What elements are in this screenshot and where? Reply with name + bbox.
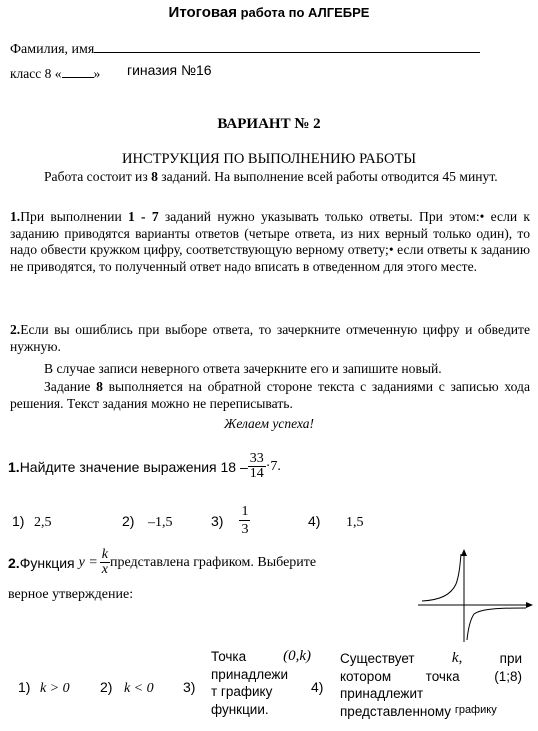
class-label: класс 8 « xyxy=(10,66,62,81)
q2-answer-1[interactable]: 1) k > 0 xyxy=(18,679,70,696)
question-2-text-2: верное утверждение: xyxy=(8,587,134,602)
instructions-p1: Работа состоит из 8 заданий. На выполнение всей работы отводится 45 минут. xyxy=(44,169,498,184)
instructions-p2: 1.При выполнении 1 - 7 заданий нужно указывать только ответы. При этом:• если к заданию приводятся варианты ответов (четыре ответа, из них верный только один), то надо обвести кружком цифру, соответствующую верному ответу;• если ответы к заданию не приводятся, то полученный ответ надо вписать в отведенном для этого месте. xyxy=(10,209,531,274)
title-middle: работа по xyxy=(236,5,309,20)
q2-answer-3[interactable]: Точка (0,k) принадлежи т графику функции. xyxy=(211,648,311,717)
question-1-number: 1. xyxy=(8,458,20,475)
question-2-fraction: $\frac{k}{x}$ xyxy=(101,547,108,577)
q1-answer-1[interactable]: 1) 2,5 xyxy=(12,513,52,530)
question-1-text: Найдите значение выражения 18 – xyxy=(19,458,248,475)
q1-answer-4[interactable]: 4) 1,5 xyxy=(308,513,364,530)
class-line[interactable] xyxy=(62,66,94,78)
instructions-title: ИНСТРУКЦИЯ ПО ВЫПОЛНЕНИЮ РАБОТЫ xyxy=(122,151,416,167)
hyperbola-branch-left xyxy=(422,554,461,601)
q2-answer-2[interactable]: 2) k < 0 xyxy=(100,679,154,696)
q2-answer-4[interactable]: Существует k, при котором точка (1;8) принадлежит представленному $^{графику}$ xyxy=(340,650,522,719)
class-field xyxy=(10,66,100,82)
question-2-number: 2. xyxy=(8,554,20,571)
q2-answer-3-number[interactable]: 3) xyxy=(183,679,196,695)
x-axis-arrow xyxy=(526,602,533,608)
q1-answer-2[interactable]: 2) –1,5 xyxy=(122,513,173,530)
variant-title: ВАРИАНТ № 2 xyxy=(217,116,321,132)
question-1-fraction: $\frac{33}{14}$ xyxy=(249,451,264,481)
instructions-p4: В случае записи неверного ответа зачеркните его и запишите новый. xyxy=(44,361,442,376)
question-1-tail: ·7. xyxy=(265,458,281,474)
surname-label: Фамилия, имя xyxy=(10,42,95,57)
q2-answer-4-number[interactable]: 4) xyxy=(311,679,324,695)
q1-answer-3[interactable]: 3) $\frac{1}{3}$ xyxy=(211,504,249,537)
instructions-p5: Задание 8 выполняется на обратной стороне текста с заданиями с записью хода решения. Текст задания можно не переписывать. xyxy=(10,379,530,411)
y-axis-arrow xyxy=(461,549,467,556)
title-subject: АЛГЕБРЕ xyxy=(308,5,370,20)
title-prefix: Итоговая xyxy=(168,4,237,21)
class-label-end: » xyxy=(93,66,101,81)
question-1 xyxy=(8,452,281,481)
question-2: 2. Функция y = $\frac{k}{x}$ представлена графиком. Выберите xyxy=(8,547,317,577)
wish-text: Желаем успеха! xyxy=(223,416,315,431)
surname-field xyxy=(10,40,480,58)
school-name: гиназия №16 xyxy=(127,62,212,78)
worksheet-title xyxy=(0,4,538,22)
hyperbola-branch-right xyxy=(467,608,526,640)
instructions-p3: 2.Если вы ошиблись при выборе ответа, то зачеркните отмеченную цифру и обведите нужную. xyxy=(10,322,530,354)
surname-line[interactable] xyxy=(94,40,480,53)
hyperbola-graph xyxy=(416,548,534,644)
